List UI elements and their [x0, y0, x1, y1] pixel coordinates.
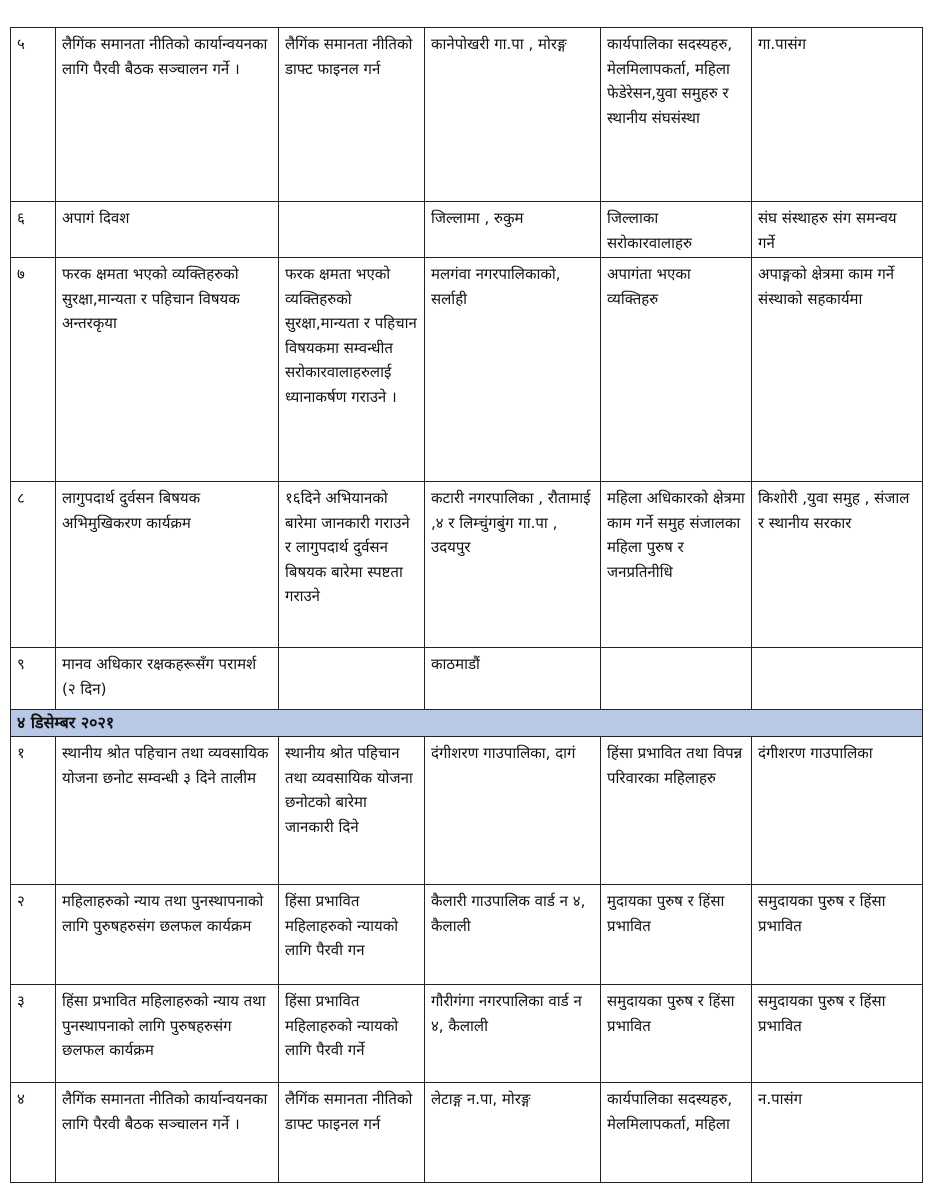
table-row — [11, 1083, 923, 1183]
objective-cell: हिंसा प्रभावित महिलाहरुको न्यायको लागि पैरवी गर्ने — [279, 985, 425, 1083]
partner-cell: समुदायका पुरुष र हिंसा प्रभावित — [752, 885, 923, 985]
row-number: ४ — [11, 1083, 56, 1183]
location-cell: कैलारी गाउपालिक वार्ड न ४, कैलाली — [425, 885, 601, 985]
row-number: २ — [11, 885, 56, 985]
location-cell: कानेपोखरी गा.पा , मोरङ्ग — [425, 28, 601, 202]
participants-cell: समुदायका पुरुष र हिंसा प्रभावित — [601, 985, 752, 1083]
table-row — [11, 985, 923, 1083]
partner-cell: समुदायका पुरुष र हिंसा प्रभावित — [752, 985, 923, 1083]
activity-cell: मानव अधिकार रक्षकहरूसँग परामर्श (२ दिन) — [56, 648, 279, 710]
partner-cell: दंगीशरण गाउपालिका — [752, 737, 923, 885]
activity-cell: हिंसा प्रभावित महिलाहरुको न्याय तथा पुनस्थापनाको लागि पुरुषहरुसंग छलफल कार्यक्रम — [56, 985, 279, 1083]
row-number: ८ — [11, 482, 56, 648]
objective-cell: १६दिने अभियानको बारेमा जानकारी गराउने र लागुपदार्थ दुर्वसन बिषयक बारेमा स्पष्टता गराउने — [279, 482, 425, 648]
partner-cell: संघ संस्थाहरु संग समन्वय गर्ने — [752, 202, 923, 258]
table-row — [11, 648, 923, 710]
partner-cell: अपाङ्गको क्षेत्रमा काम गर्ने संस्थाको सहकार्यमा — [752, 258, 923, 482]
partner-cell — [752, 648, 923, 710]
table-row — [11, 737, 923, 885]
activity-cell: लागुपदार्थ दुर्वसन बिषयक अभिमुखिकरण कार्यक्रम — [56, 482, 279, 648]
table-row — [11, 202, 923, 258]
activity-cell: फरक क्षमता भएको व्यक्तिहरुको सुरक्षा,मान्यता र पहिचान विषयक अन्तरकृया — [56, 258, 279, 482]
location-cell: मलगंवा नगरपालिकाको, सर्लाही — [425, 258, 601, 482]
location-cell: काठमाडौं — [425, 648, 601, 710]
objective-cell: फरक क्षमता भएको व्यक्तिहरुको सुरक्षा,मान्यता र पहिचान विषयकमा सम्वन्धीत सरोकारवालाहरुलाई ध्यानाकर्षण गराउने । — [279, 258, 425, 482]
partner-cell: न.पासंग — [752, 1083, 923, 1183]
activity-cell: महिलाहरुको न्याय तथा पुनस्थापनाको लागि पुरुषहरुसंग छलफल कार्यक्रम — [56, 885, 279, 985]
row-number: ६ — [11, 202, 56, 258]
location-cell: दंगीशरण गाउपालिका, दागं — [425, 737, 601, 885]
location-cell: गौरीगंगा नगरपालिका वार्ड न ४, कैलाली — [425, 985, 601, 1083]
activity-cell: लैगिंक समानता नीतिको कार्यान्वयनका लागि पैरवी बैठक सञ्चालन गर्ने । — [56, 28, 279, 202]
partner-cell: किशोरी ,युवा समुह , संजाल र स्थानीय सरकार — [752, 482, 923, 648]
participants-cell: महिला अधिकारको क्षेत्रमा काम गर्ने समुह संजालका महिला पुरुष र जनप्रतिनीधि — [601, 482, 752, 648]
row-number: ३ — [11, 985, 56, 1083]
location-cell: लेटाङ्ग न.पा, मोरङ्ग — [425, 1083, 601, 1183]
participants-cell — [601, 648, 752, 710]
objective-cell: स्थानीय श्रोत पहिचान तथा व्यवसायिक योजना छनोटको बारेमा जानकारी दिने — [279, 737, 425, 885]
row-number: ५ — [11, 28, 56, 202]
table-row — [11, 28, 923, 202]
table-row — [11, 258, 923, 482]
objective-cell: हिंसा प्रभावित महिलाहरुको न्यायको लागि पैरवी गन — [279, 885, 425, 985]
section-header-row — [11, 710, 923, 737]
row-number: १ — [11, 737, 56, 885]
row-number: ७ — [11, 258, 56, 482]
activity-cell: अपागं दिवश — [56, 202, 279, 258]
partner-cell: गा.पासंग — [752, 28, 923, 202]
row-number: ९ — [11, 648, 56, 710]
location-cell: कटारी नगरपालिका , रौतामाई ,४ र लिम्चुंगबुंग गा.पा , उदयपुर — [425, 482, 601, 648]
objective-cell: लैगिंक समानता नीतिको डाफ्ट फाइनल गर्न — [279, 28, 425, 202]
objective-cell: लैगिंक समानता नीतिको डाफ्ट फाइनल गर्न — [279, 1083, 425, 1183]
objective-cell — [279, 648, 425, 710]
activity-cell: स्थानीय श्रोत पहिचान तथा व्यवसायिक योजना छनोट सम्वन्धी ३ दिने तालीम — [56, 737, 279, 885]
activity-table — [10, 27, 923, 1183]
participants-cell: मुदायका पुरुष र हिंसा प्रभावित — [601, 885, 752, 985]
section-date-title: ४ डिसेम्बर २०२१ — [11, 710, 923, 737]
objective-cell — [279, 202, 425, 258]
participants-cell: जिल्लाका सरोकारवालाहरु — [601, 202, 752, 258]
table-row — [11, 482, 923, 648]
table-row — [11, 885, 923, 985]
participants-cell: अपागंता भएका व्यक्तिहरु — [601, 258, 752, 482]
participants-cell: कार्यपालिका सदस्यहरु, मेलमिलापकर्ता, महिला फेडेरेसन,युवा समुहरु र स्थानीय संघसंस्था — [601, 28, 752, 202]
activity-cell: लैगिंक समानता नीतिको कार्यान्वयनका लागि पैरवी बैठक सञ्चालन गर्ने । — [56, 1083, 279, 1183]
location-cell: जिल्लामा , रुकुम — [425, 202, 601, 258]
participants-cell: कार्यपालिका सदस्यहरु, मेलमिलापकर्ता, महिला — [601, 1083, 752, 1183]
participants-cell: हिंसा प्रभावित तथा विपन्न परिवारका महिलाहरु — [601, 737, 752, 885]
